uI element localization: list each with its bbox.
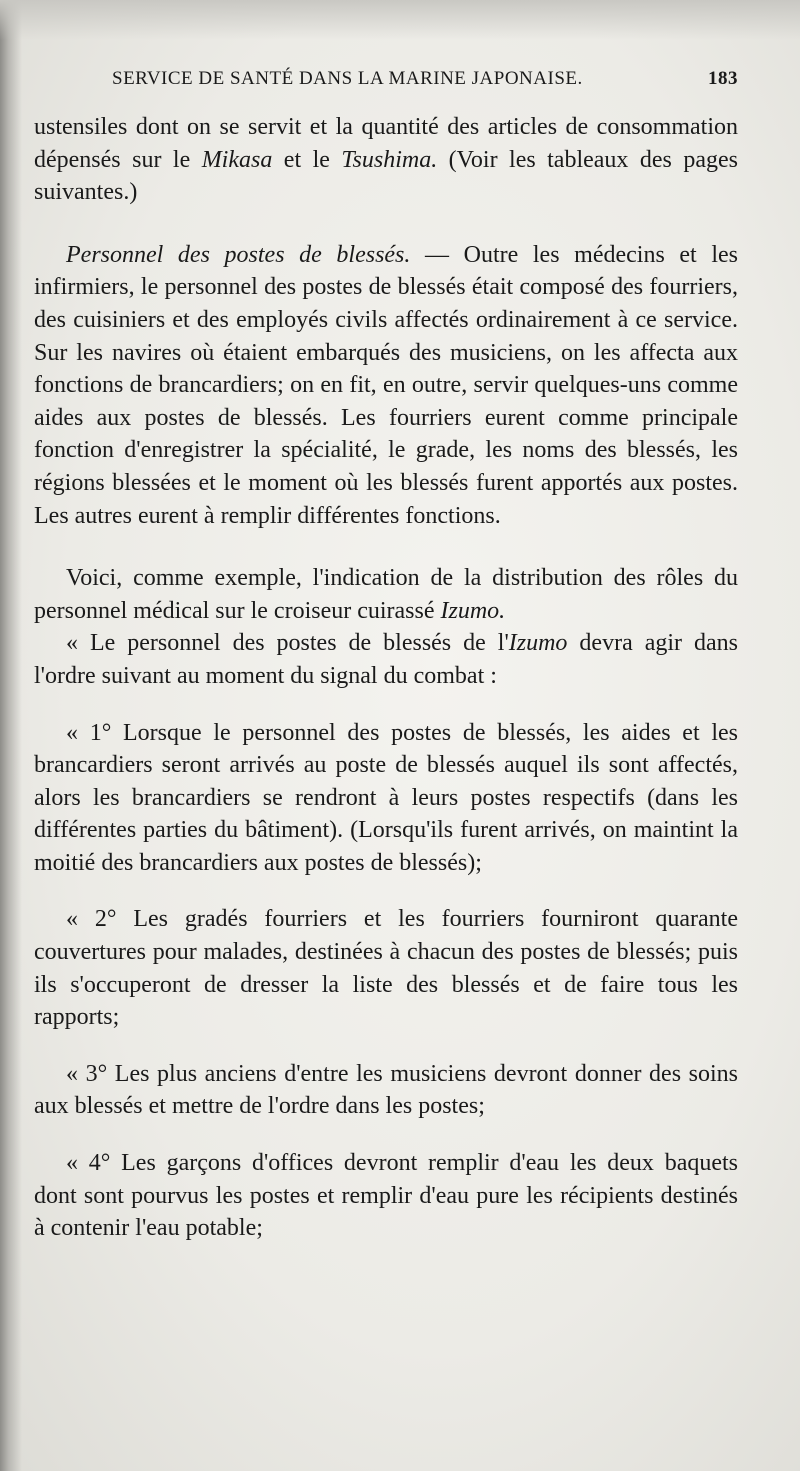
page-edge-shadow xyxy=(0,0,22,1471)
paragraph-quote-intro xyxy=(34,627,738,692)
text-run: devra agir dans l'ordre suivant au moment du signal du combat : xyxy=(34,630,738,689)
text-run: (Voir les tableaux des pages suivantes.) xyxy=(34,146,738,206)
ship-name: Izumo. xyxy=(440,597,506,624)
text-run: et le xyxy=(272,146,342,173)
text-run: Voici, comme exemple, l'indication de la distribution des rôles du personnel médical sur le croiseur cuirassé xyxy=(34,565,738,624)
paragraph-item-2: « 2° Les gradés fourriers et les fourriers fourniront quarante couvertures pour malades, destinées à chacun des postes de blessés; puis ils s'occuperont de dresser la liste des blessés et de faire tous les rapports; xyxy=(34,906,738,1031)
section-heading: Personnel des postes de blessés. xyxy=(66,241,411,268)
text-run: « Le personnel des postes de blessés de l' xyxy=(66,630,509,657)
text-run: — Outre les médecins et les infirmiers, le personnel des postes de blessés était composé des fourriers, des cuisiniers et des employés civils affectés ordinairement à ce service. Sur les navires où étaient embarqués des musiciens, on les affecta aux fonctions de brancardiers; on en fit, en outre, servir quelques-uns comme aides aux postes de blessés. Les fourriers eurent comme principale fonction d'enregistrer la spécialité, le grade, les noms des blessés, les régions blessées et le moment où les blessés furent apportés aux postes. Les autres eurent à remplir différentes fonctions. xyxy=(34,241,738,529)
ship-name: Izumo xyxy=(508,630,568,657)
body-text xyxy=(34,111,738,1245)
page-top-shadow xyxy=(0,0,800,40)
running-title: SERVICE DE SANTÉ DANS LA MARINE JAPONAISE. xyxy=(112,68,583,89)
paragraph-continuation xyxy=(34,111,738,209)
paragraph-personnel xyxy=(34,239,738,532)
paragraph-item-4: « 4° Les garçons d'offices devront remplir d'eau les deux baquets dont sont pourvus les postes et remplir d'eau pure les récipients destinés à contenir l'eau potable; xyxy=(34,1150,738,1242)
page-number: 183 xyxy=(708,68,738,89)
paragraph-item-1: « 1° Lorsque le personnel des postes de blessés, les aides et les brancardiers seront arrivés au poste de blessés auquel ils sont affectés, alors les brancardiers se rendront à leurs postes respectifs (dans les différentes parties du bâtiment). (Lorsqu'ils furent arrivés, on maintint la moitié des brancardiers aux postes de blessés); xyxy=(34,719,738,876)
paragraph-item-3: « 3° Les plus anciens d'entre les musiciens devront donner des soins aux blessés et mettre de l'ordre dans les postes; xyxy=(34,1060,738,1120)
text-run: ustensiles dont on se servit et la quantité des articles de consommation dépensés sur le xyxy=(34,114,738,173)
ship-name: Tsushima. xyxy=(341,146,438,173)
paragraph-example xyxy=(34,562,738,627)
ship-name: Mikasa xyxy=(201,146,273,173)
